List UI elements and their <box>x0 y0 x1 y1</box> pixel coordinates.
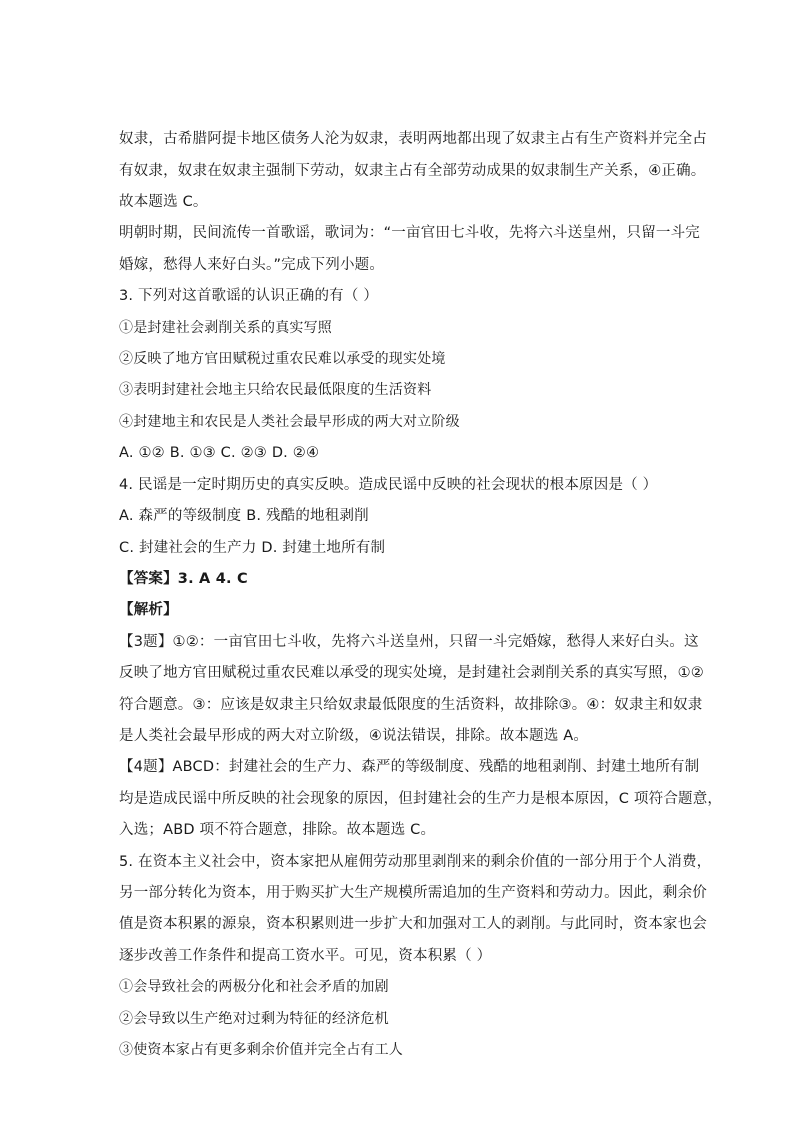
analysis-line: 均是造成民谣中所反映的社会现象的原因，但封建社会的生产力是根本原因，C 项符合题意， <box>119 791 723 807</box>
paragraph-line: 婚嫁，愁得人来好白头。”完成下列小题。 <box>119 257 385 273</box>
choices-line: C. 封建社会的生产力 D. 封建土地所有制 <box>119 540 386 556</box>
question-5-stem: 逐步改善工作条件和提高工资水平。可见，资本积累（ ） <box>119 948 492 964</box>
paragraph-line: 有奴隶，奴隶在奴隶主强制下劳动，奴隶主占有全部劳动成果的奴隶制生产关系，④正确。 <box>119 163 706 179</box>
option-line: ④封建地主和农民是人类社会最早形成的两大对立阶级 <box>119 414 460 430</box>
answer-line: 【答案】3. A 4. C <box>119 571 248 587</box>
analysis-line: 反映了地方官田赋税过重农民难以承受的现实处境，是封建社会剥削关系的真实写照，①② <box>119 665 704 681</box>
paragraph-line: 奴隶，古希腊阿提卡地区债务人沦为奴隶，表明两地都出现了奴隶主占有生产资料并完全占 <box>119 131 707 147</box>
question-5-stem: 5. 在资本主义社会中，资本家把从雇佣劳动那里剥削来的剩余价值的一部分用于个人消费， <box>119 854 712 870</box>
option-line: ③使资本家占有更多剩余价值并完全占有工人 <box>119 1042 403 1058</box>
choices-line: A. 森严的等级制度 B. 残酷的地租剥削 <box>119 508 369 524</box>
analysis-line: 是人类社会最早形成的两大对立阶级，④说法错误，排除。故本题选 A。 <box>119 728 589 744</box>
option-line: ③表明封建社会地主只给农民最低限度的生活资料 <box>119 382 432 398</box>
choices-line: A. ①② B. ①③ C. ②③ D. ②④ <box>119 445 320 461</box>
question-5-stem: 另一部分转化为资本，用于购买扩大生产规模所需追加的生产资料和劳动力。因此，剩余价 <box>119 885 707 901</box>
analysis-line: 【4题】ABCD：封建社会的生产力、森严的等级制度、残酷的地租剥削、封建土地所有制 <box>119 759 700 775</box>
analysis-line: 【3题】①②：一亩官田七斗收，先将六斗送皇州，只留一斗完婚嫁，愁得人来好白头。这 <box>119 634 699 650</box>
option-line: ②会导致以生产绝对过剩为特征的经济危机 <box>119 1011 389 1027</box>
paragraph-line: 故本题选 C。 <box>119 194 208 210</box>
option-line: ②反映了地方官田赋税过重农民难以承受的现实处境 <box>119 351 446 367</box>
option-line: ①是封建社会剥削关系的真实写照 <box>119 320 332 336</box>
analysis-line: 符合题意。③：应该是奴隶主只给奴隶最低限度的生活资料，故排除③。④：奴隶主和奴隶 <box>119 697 703 713</box>
question-3-stem: 3. 下列对这首歌谣的认识正确的有（ ） <box>119 288 379 304</box>
question-5-stem: 值是资本积累的源泉，资本积累则进一步扩大和加强对工人的剥削。与此同时，资本家也会 <box>119 916 707 932</box>
paragraph-line: 明朝时期，民间流传一首歌谣，歌词为：“一亩官田七斗收，先将六斗送皇州，只留一斗完 <box>119 225 701 241</box>
analysis-heading: 【解析】 <box>119 602 178 618</box>
question-4-stem: 4. 民谣是一定时期历史的真实反映。造成民谣中反映的社会现状的根本原因是（ ） <box>119 477 658 493</box>
option-line: ①会导致社会的两极分化和社会矛盾的加剧 <box>119 979 389 995</box>
analysis-line: 入选；ABD 项不符合题意，排除。故本题选 C。 <box>119 822 436 838</box>
